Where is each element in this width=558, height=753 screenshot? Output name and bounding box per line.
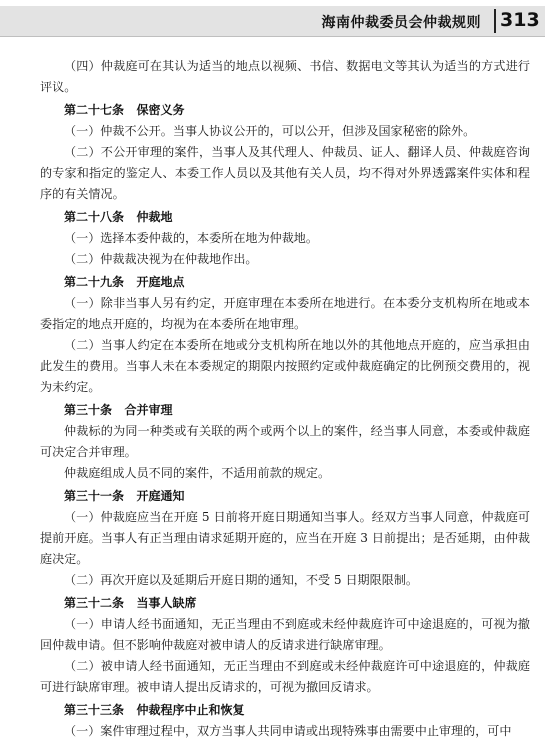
- paragraph: （一）选择本委仲裁的，本委所在地为仲裁地。: [64, 231, 318, 245]
- running-header-title: 海南仲裁委员会仲裁规则: [321, 15, 481, 31]
- article-heading: 第二十七条 保密义务: [64, 103, 185, 117]
- article-heading: 第三十三条 仲裁程序中止和恢复: [64, 703, 245, 717]
- paragraph: 仲裁庭组成人员不同的案件，不适用前款的规定。: [64, 466, 331, 480]
- paragraph: （二）当事人约定在本委所在地或分支机构所在地以外的其他地点开庭的，应当承担由此发生的费用。当事人未在本委规定的期限内按照约定或仲裁庭确定的比例预交费用的，视为未约定。: [40, 338, 530, 394]
- article-heading: 第三十一条 开庭通知: [64, 489, 185, 503]
- paragraph: （一）案件审理过程中，双方当事人共同申请或出现特殊事由需要中止审理的，可中: [64, 724, 512, 738]
- paragraph: （二）被申请人经书面通知，无正当理由不到庭或未经仲裁庭许可中途退庭的，仲裁庭可进行缺席审理。被申请人提出反请求的，可视为撤回反请求。: [40, 659, 530, 694]
- paragraph: （二）不公开审理的案件，当事人及其代理人、仲裁员、证人、翻译人员、仲裁庭咨询的专家和指定的鉴定人、本委工作人员以及其他有关人员，均不得对外界透露案件实体和程序的有关情况。: [40, 145, 530, 201]
- article-heading: 第二十九条 开庭地点: [64, 275, 185, 289]
- header-divider: [494, 9, 496, 33]
- page-number: 313: [500, 9, 540, 31]
- paragraph: （一）仲裁庭应当在开庭 5 日前将开庭日期通知当事人。经双方当事人同意，仲裁庭可提前开庭。当事人有正当理由请求延期开庭的，应当在开庭 3 日前提出；是否延期，由仲裁庭决定。: [40, 510, 530, 566]
- article-heading: 第二十八条 仲裁地: [64, 210, 173, 224]
- paragraph: （一）申请人经书面通知，无正当理由不到庭或未经仲裁庭许可中途退庭的，可视为撤回仲裁申请。但不影响仲裁庭对被申请人的反请求进行缺席审理。: [40, 617, 530, 652]
- article-heading: 第三十条 合并审理: [64, 403, 173, 417]
- paragraph: （二）仲裁裁决视为在仲裁地作出。: [64, 252, 258, 266]
- page-body: [40, 56, 530, 742]
- running-header: [0, 6, 545, 37]
- paragraph: （二）再次开庭以及延期后开庭日期的通知，不受 5 日期限限制。: [64, 573, 419, 587]
- paragraph: （一）除非当事人另有约定，开庭审理在本委所在地进行。在本委分支机构所在地或本委指定的地点开庭的，均视为在本委所在地审理。: [40, 296, 530, 331]
- paragraph: （一）仲裁不公开。当事人协议公开的，可以公开，但涉及国家秘密的除外。: [64, 124, 476, 138]
- article-heading: 第三十二条 当事人缺席: [64, 596, 197, 610]
- paragraph: （四）仲裁庭可在其认为适当的地点以视频、书信、数据电文等其认为适当的方式进行评议。: [40, 59, 530, 94]
- paragraph: 仲裁标的为同一种类或有关联的两个或两个以上的案件，经当事人同意，本委或仲裁庭可决定合并审理。: [40, 424, 530, 459]
